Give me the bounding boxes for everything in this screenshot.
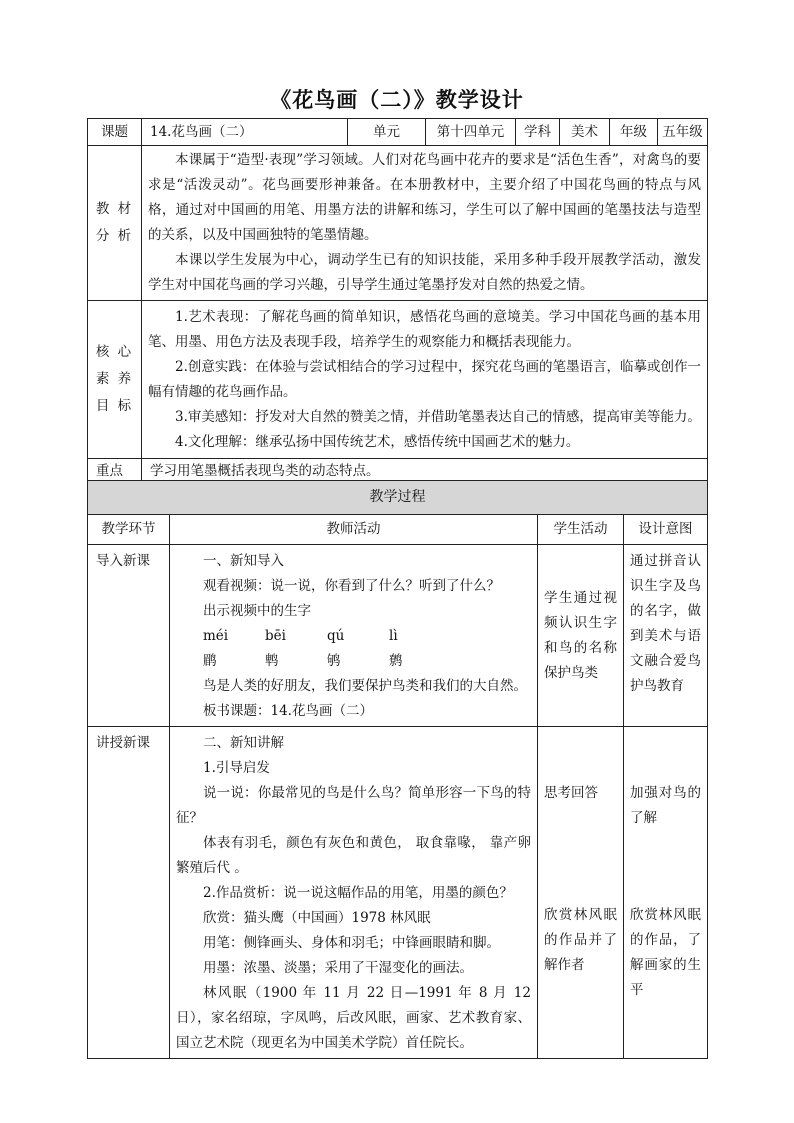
grade-label: 年级: [610, 119, 658, 146]
process-header: 教学过程: [88, 481, 708, 515]
key-point-value: 学习用笔墨概括表现鸟类的动态特点。: [142, 459, 708, 485]
col-student: 学生活动: [538, 515, 624, 545]
pinyin-row: [176, 624, 531, 649]
teach-line: 用笔：侧锋画头、身体和羽毛；中锋画眼睛和脚。: [203, 935, 500, 951]
teach-line: 说一说：你最常见的鸟是什么鸟？简单形容一下鸟的特征？: [176, 785, 531, 826]
intro-line: 一、新知导入: [203, 553, 284, 569]
bird-char: 鹩: [389, 653, 403, 669]
analysis-paragraph-2: 本课以学生发展为中心，调动学生已有的知识技能，采用多种手段开展教学活动，激发学生对中国花鸟画的学习兴趣，引导学生通过笔墨抒发对自然的热爱之情。: [148, 252, 701, 293]
intro-line: 出示视频中的生字: [203, 603, 311, 619]
pinyin: bēi: [265, 628, 286, 644]
teach-line: 林风眠（1900 年 11 月 22 日—1991 年 8 月 12 日），家名绍琼，字凤鸣，后改风眠，画家、艺术教育家、国立艺术院（现更名为中国美术学院）首任院长。: [176, 985, 531, 1051]
intro-student: 学生通过视频认识生字和鸟的名称保护鸟类: [538, 545, 624, 727]
intro-intent: 通过拼音认识生字及鸟的名字，做到美术与语文融合爱鸟护鸟教育: [624, 545, 708, 727]
teach-intent-1: 加强对鸟的了解: [630, 785, 701, 826]
analysis-label: 教 材 分 析: [88, 146, 142, 301]
col-intent: 设计意图: [624, 515, 708, 545]
lesson-row: [88, 119, 708, 146]
bird-char: 鹛: [203, 653, 217, 669]
bird-char: 鹎: [265, 653, 279, 669]
lesson-value: 14.花鸟画（二）: [142, 119, 348, 146]
teach-line: 1.引导启发: [203, 760, 270, 776]
col-stage: 教学环节: [88, 515, 170, 545]
intro-line: 鸟是人类的好朋友，我们要保护鸟类和我们的大自然。: [203, 678, 527, 694]
intro-stage: 导入新课: [88, 545, 170, 727]
pinyin: qú: [327, 628, 345, 644]
subject-value: 美术: [560, 119, 610, 146]
pinyin: lì: [389, 628, 398, 644]
lesson-label: 课题: [88, 119, 142, 146]
intro-line: 板书课题：14.花鸟画（二）: [203, 703, 373, 719]
process-columns-row: [88, 515, 708, 545]
intro-row: [88, 545, 708, 727]
teach-student-2: 欣赏林风眠的作品并了解作者: [544, 907, 617, 973]
teach-line: 用墨：浓墨、淡墨；采用了干湿变化的画法。: [203, 960, 473, 976]
core-item: 1.艺术表现：了解花鸟画的简单知识，感悟花鸟画的意境美。学习中国花鸟画的基本用笔、用墨、用色方法及表现手段，培养学生的观察能力和概括表现能力。: [148, 308, 701, 350]
teach-intent-2: 欣赏林风眠的作品，了解画家的生平: [630, 907, 701, 998]
subject-label: 学科: [516, 119, 560, 146]
unit-value: 第十四单元: [426, 119, 516, 146]
process-header-row: [88, 481, 708, 515]
core-row: [88, 301, 708, 459]
core-item: 2.创意实践：在体验与尝试相结合的学习过程中，探究花鸟画的笔墨语言，临摹或创作一幅有情趣的花鸟画作品。: [148, 358, 701, 400]
teach-student-1: 思考回答: [544, 785, 598, 801]
teach-line: 欣赏：猫头鹰（中国画）1978 林风眠: [203, 910, 431, 926]
col-teacher: 教师活动: [170, 515, 538, 545]
char-row: [176, 649, 531, 674]
process-table: [87, 480, 708, 1059]
info-table: [87, 118, 708, 511]
analysis-row: [88, 146, 708, 301]
unit-label: 单元: [348, 119, 426, 146]
pinyin: méi: [203, 628, 229, 644]
teach-line: 体表有羽毛，颜色有灰色和黄色， 取食靠喙， 靠产卵繁殖后代 。: [176, 835, 531, 876]
page-title: 《花鸟画（二）》教学设计: [270, 87, 524, 112]
teach-stage: 讲授新课: [88, 727, 170, 1059]
core-label: 核 心 素 养 目 标: [88, 301, 142, 459]
bird-char: 鸲: [327, 653, 341, 669]
intro-line: 观看视频：说一说，你看到了什么？听到了什么？: [203, 578, 500, 594]
teach-line: 二、新知讲解: [203, 735, 284, 751]
key-point-label: 重点: [88, 459, 142, 485]
teach-row: [88, 727, 708, 1059]
analysis-paragraph-1: 本课属于“造型·表现”学习领域。人们对花鸟画中花卉的要求是“活色生香”，对禽鸟的要求是“活泼灵动”。花鸟画要形神兼备。在本册教材中，主要介绍了中国花鸟画的特点与风格，通过对中国画的用笔、用墨方法的讲解和练习，学生可以了解中国画的笔墨技法与造型的关系，以及中国画独特的笔墨情趣。: [148, 152, 701, 243]
grade-value: 五年级: [658, 119, 708, 146]
core-item: 4.文化理解：继承弘扬中国传统艺术，感悟传统中国画艺术的魅力。: [175, 433, 580, 450]
core-item: 3.审美感知：抒发对大自然的赞美之情，并借助笔墨表达自己的情感，提高审美等能力。: [175, 408, 701, 425]
teach-line: 2.作品赏析：说一说这幅作品的用笔，用墨的颜色？: [203, 885, 513, 901]
